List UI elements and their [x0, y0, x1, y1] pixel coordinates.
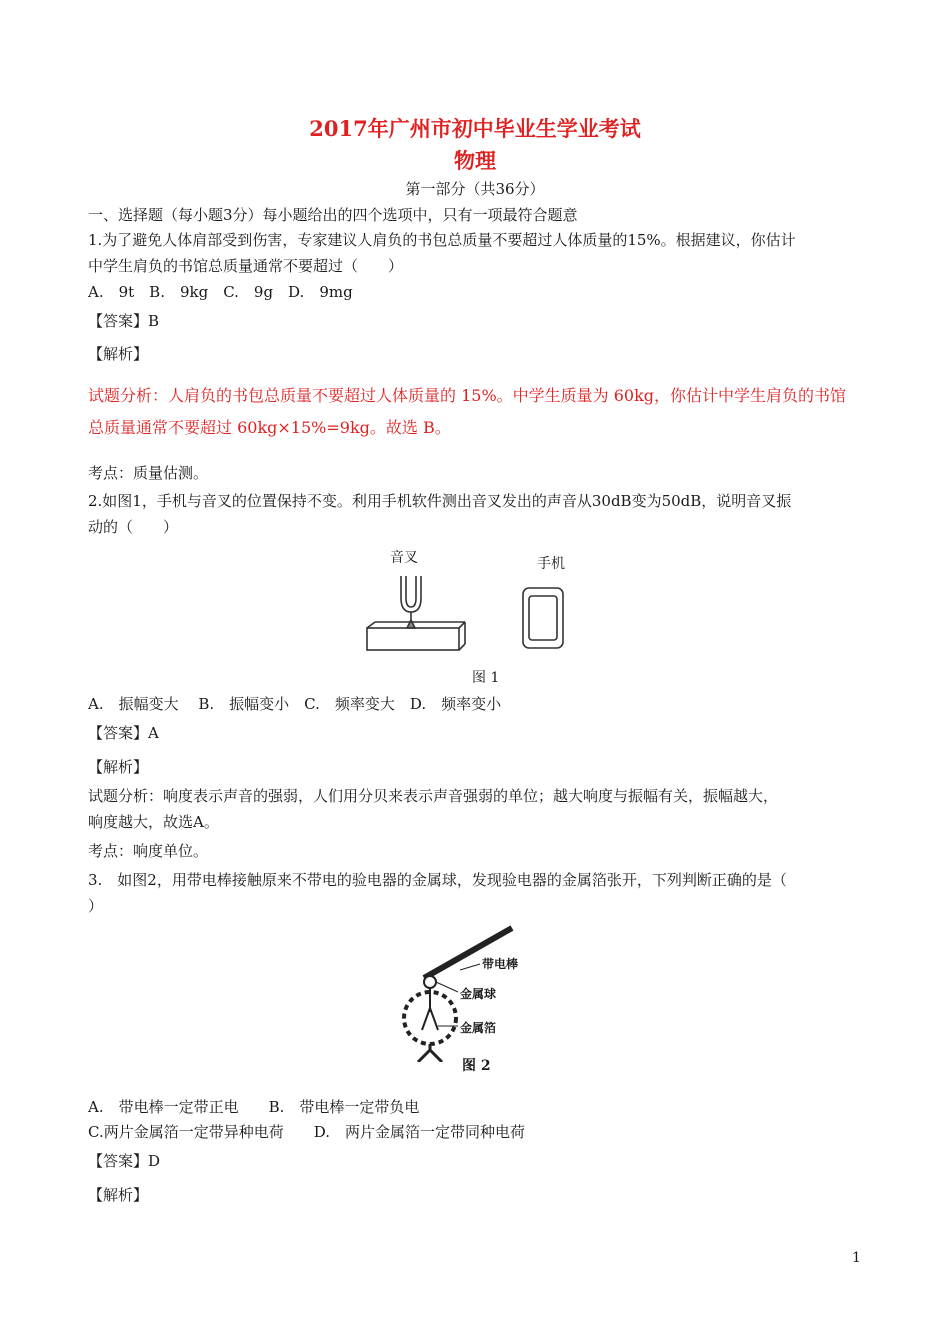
q3-analysis-label: 【解析】: [88, 1186, 149, 1204]
q3-options-line1: A. 带电棒一定带正电 B. 带电棒一定带负电: [88, 1098, 420, 1116]
q2-stem-line1: 2.如图1，手机与音叉的位置保持不变。利用手机软件测出音叉发出的声音从30dB变为50dB，说明音叉振: [88, 492, 792, 510]
fig1-label-tuning-fork: 音叉: [390, 550, 418, 566]
part-heading: 第一部分（共36分）: [405, 180, 545, 198]
fig1-label-phone: 手机: [537, 556, 565, 572]
q1-analysis-label: 【解析】: [88, 345, 149, 363]
q2-analysis-label: 【解析】: [88, 758, 149, 776]
q1-stem-line1: 1.为了避免人体肩部受到伤害，专家建议人肩负的书包总质量不要超过人体质量的15%。根据建议，你估计: [88, 231, 796, 249]
page-number: 1: [852, 1250, 861, 1266]
q1-answer: 【答案】B: [88, 312, 160, 330]
fig1-caption: 图 1: [472, 670, 500, 686]
figure-1: [355, 540, 580, 690]
q2-stem-line2: 动的（ ）: [88, 518, 179, 536]
q2-analysis-line2: 响度越大，故选A。: [88, 813, 219, 831]
fig2-label-metal-ball: 金属球: [460, 987, 497, 1001]
fig2-caption: 图 2: [462, 1058, 491, 1074]
fig2-label-charged-rod: 带电棒: [482, 957, 519, 971]
q2-analysis-line1: 试题分析：响度表示声音的强弱，人们用分贝来表示声音强弱的单位；越大响度与振幅有关，振幅越大，: [88, 787, 779, 805]
q3-stem-line1: 3. 如图2，用带电棒接触原来不带电的验电器的金属球，发现验电器的金属箔张开，下列判断正确的是（: [88, 871, 787, 889]
q3-stem-line2: ）: [88, 897, 104, 915]
q1-options: A. 9t B. 9kg C. 9g D. 9mg: [88, 283, 353, 301]
section-heading: 一、选择题（每小题3分）每小题给出的四个选项中，只有一项最符合题意: [88, 206, 578, 224]
fig2-label-metal-foil: 金属箔: [460, 1021, 497, 1035]
fig1-drawing: [355, 568, 580, 688]
q1-analysis-line2: 总质量通常不要超过 60kg×15%=9kg。故选 B。: [88, 418, 451, 437]
figure-2: [400, 922, 530, 1082]
q1-stem-line2: 中学生肩负的书馆总质量通常不要超过（ ）: [88, 257, 404, 275]
q1-analysis-line1: 试题分析：人肩负的书包总质量不要超过人体质量的 15%。中学生质量为 60kg，你估计中学生肩负的书馆: [88, 386, 847, 405]
subject-title: 物理: [454, 148, 496, 173]
resonance-box: [367, 628, 459, 650]
q3-options-line2: C.两片金属箔一定带异种电荷 D. 两片金属箔一定带同种电荷: [88, 1123, 525, 1141]
metal-ball: [424, 976, 436, 988]
exam-title: 2017年广州市初中毕业生学业考试: [309, 116, 641, 141]
q1-knowledge-point: 考点：质量估测。: [88, 464, 209, 482]
q2-answer: 【答案】A: [88, 724, 159, 742]
q2-knowledge-point: 考点：响度单位。: [88, 842, 209, 860]
q3-answer: 【答案】D: [88, 1152, 161, 1170]
q2-options: A. 振幅变大 B. 振幅变小 C. 频率变大 D. 频率变小: [88, 695, 502, 713]
